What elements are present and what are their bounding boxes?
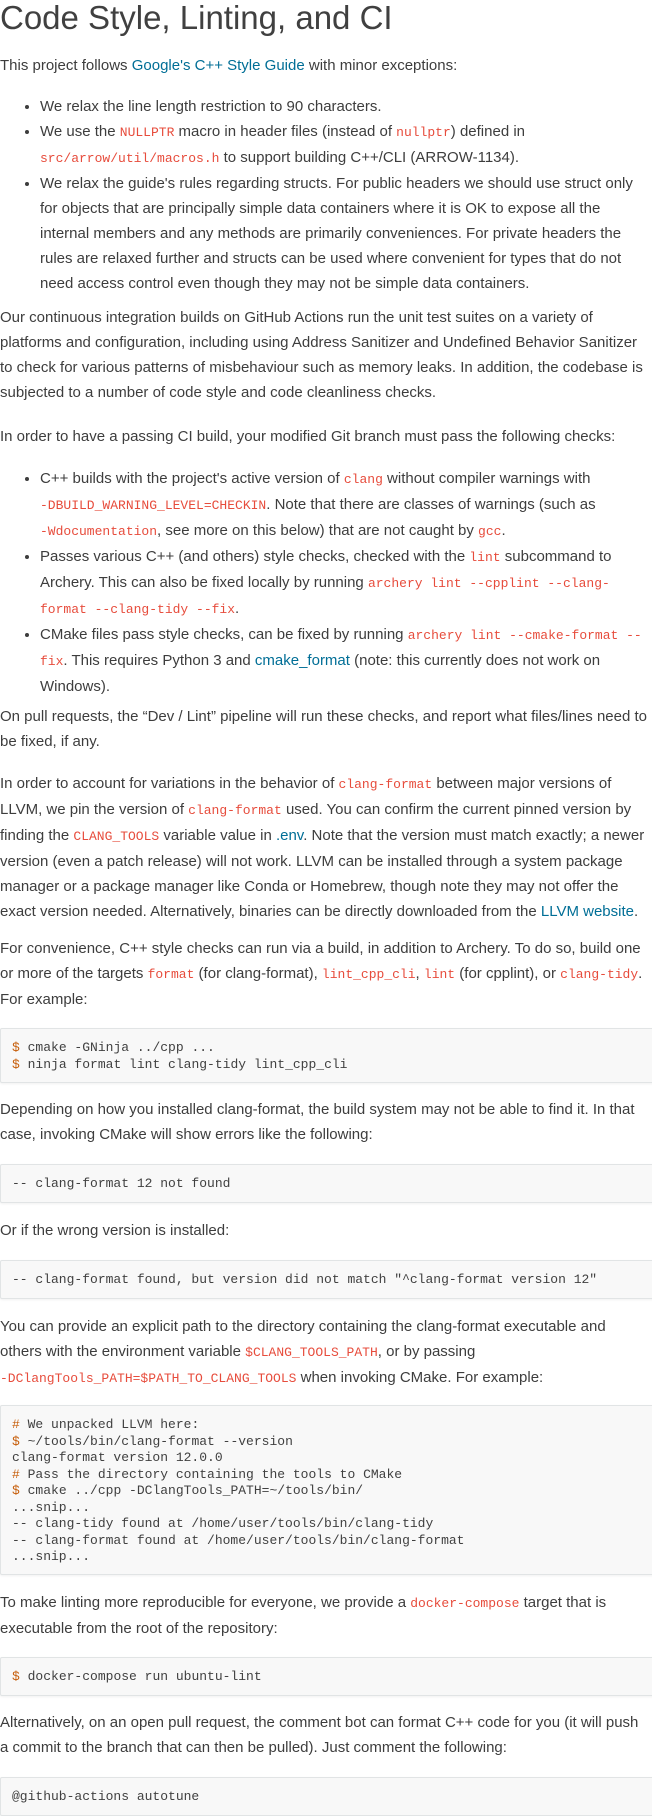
paragraph-text: variable value in	[159, 827, 276, 844]
cmake-format-link[interactable]: cmake_format	[254, 652, 350, 669]
inline-code-command: archery lint --cmake-format --fix	[40, 628, 642, 669]
code-line: -- clang-format found, but version did not match "^clang-format version 12"	[12, 1272, 598, 1287]
exception-structs-text: We relax the guide's rules regarding structs. For public headers we should use struct only for objects that are principally simple data containers where it is OK to expose all the internal members and any methods are primarily conveniences. For private headers the rules are relaxed further and structs can be used where convenient for types that do not need access control even though they may not be simple data containers.	[40, 175, 633, 292]
code-line	[12, 1467, 648, 1484]
check-cmake-format	[40, 622, 648, 699]
check-text: CMake files pass style checks, can be fixed by running	[40, 626, 408, 643]
paragraph-text: .	[633, 903, 639, 920]
exception-text: macro in header files (instead of	[174, 123, 397, 140]
code-line: ...snip...	[12, 1499, 91, 1515]
check-text: subcommand to Archery. This can also be fixed locally by running	[40, 548, 612, 591]
code-text: docker-compose run ubuntu-lint	[27, 1669, 262, 1684]
inline-code: clang-format	[338, 777, 433, 792]
code-line	[12, 1417, 648, 1434]
shell-prompt: $	[12, 1056, 20, 1072]
check-style-lint	[40, 544, 648, 622]
code-block-version-mismatch	[0, 1260, 652, 1299]
checks-list	[40, 466, 648, 699]
paragraph-text: used. You can confirm the current pinned version by finding the	[0, 801, 632, 844]
code-line: -- clang-format found at /home/user/tools/bin/clang-format	[12, 1532, 465, 1548]
inline-code: -DBUILD_WARNING_LEVEL=CHECKIN	[40, 498, 267, 513]
paragraph-text: You can provide an explicit path to the directory containing the clang-format executable and others with the environment variable	[0, 1318, 606, 1360]
inline-code: lint	[469, 550, 501, 565]
docker-paragraph	[0, 1590, 650, 1641]
intro-text-before: This project follows	[0, 57, 132, 74]
paragraph-text: (for cpplint), or	[455, 965, 561, 982]
code-line: -- clang-format 12 not found	[12, 1176, 231, 1191]
check-text: Passes various C++ (and others) style checks, checked with the	[40, 548, 470, 565]
code-text: ninja format lint clang-tidy lint_cpp_cli	[27, 1056, 348, 1072]
paragraph-text: (for clang-format),	[194, 965, 322, 982]
code-text: ~/tools/bin/clang-format --version	[27, 1433, 293, 1449]
check-text: .	[501, 522, 506, 539]
check-text: . This requires Python 3 and	[63, 652, 255, 669]
exception-nullptr	[40, 119, 648, 171]
inline-code: nullptr	[396, 125, 451, 140]
inline-code: clang	[343, 472, 383, 487]
bot-paragraph: Alternatively, on an open pull request, the comment bot can format C++ code for you (it will push a commit to the branch that can then be pulled). Just comment the following:	[0, 1714, 639, 1756]
inline-code-command: archery lint --cpplint --clang-format --clang-tidy --fix	[40, 576, 610, 617]
shell-prompt: $	[12, 1669, 20, 1684]
code-block-docker	[0, 1657, 652, 1696]
code-block-bot-command	[0, 1777, 652, 1816]
pr-paragraph: On pull requests, the “Dev / Lint” pipeline will run these checks, and report what files/lines need to be fixed, if any.	[0, 708, 648, 750]
depending-paragraph: Depending on how you installed clang-format, the build system may not be able to find it. In that case, invoking CMake will show errors like the following:	[0, 1101, 635, 1143]
inline-code: lint_cpp_cli	[321, 967, 416, 982]
exception-structs	[40, 171, 648, 296]
shell-prompt: $	[12, 1040, 20, 1055]
code-line	[12, 1669, 648, 1686]
inline-code: $CLANG_TOOLS_PATH	[245, 1345, 378, 1360]
paragraph-text: For convenience, C++ style checks can run via a build, in addition to Archery. To do so, build one or more of the targets	[0, 940, 641, 982]
exception-text: We use the	[40, 123, 120, 140]
page-title: Code Style, Linting, and CI	[0, 0, 393, 36]
exception-text: ) defined in	[450, 123, 525, 140]
clang-format-paragraph	[0, 771, 650, 924]
inline-code: NULLPTR	[119, 125, 175, 140]
code-line: @github-actions autotune	[12, 1789, 200, 1804]
inline-code: -DClangTools_PATH=$PATH_TO_CLANG_TOOLS	[0, 1371, 297, 1386]
code-block-not-found	[0, 1164, 652, 1203]
code-line: -- clang-tidy found at /home/user/tools/bin/clang-tidy	[12, 1516, 434, 1531]
code-block-llvm-path	[0, 1405, 652, 1575]
exception-text: to support building C++/CLI (ARROW-1134).	[219, 149, 520, 166]
code-line: ...snip...	[12, 1549, 91, 1564]
code-block-build	[0, 1028, 652, 1083]
check-text: C++ builds with the project's active version of	[40, 470, 344, 487]
inline-code: CLANG_TOOLS	[73, 829, 160, 844]
paragraph-text: when invoking CMake. For example:	[296, 1369, 544, 1386]
paragraph-text: , or by passing	[377, 1343, 476, 1360]
check-text: .	[235, 600, 240, 617]
check-text: . Note that there are classes of warnings (such as	[266, 496, 596, 513]
inline-code: clang-format	[188, 803, 282, 818]
check-compiler-warnings	[40, 466, 648, 544]
code-line	[12, 1057, 648, 1074]
inline-code: gcc	[478, 524, 502, 539]
code-comment: We unpacked LLVM here:	[27, 1417, 200, 1432]
intro-paragraph	[0, 53, 650, 78]
code-comment: Pass the directory containing the tools to CMake	[27, 1466, 403, 1482]
paragraph-text: To make linting more reproducible for everyone, we provide a	[0, 1594, 411, 1611]
paragraph-text: target that is executable from the root of the repository:	[0, 1594, 607, 1637]
inline-code-path: src/arrow/util/macros.h	[40, 151, 220, 166]
code-text: cmake ../cpp -DClangTools_PATH=~/tools/bin/	[27, 1483, 364, 1498]
code-line	[12, 1483, 648, 1500]
checks-intro: In order to have a passing CI build, your modified Git branch must pass the following checks:	[0, 428, 616, 445]
code-text: cmake -GNinja ../cpp ...	[27, 1040, 215, 1055]
paragraph-text: between major versions of LLVM, we pin the version of	[0, 775, 612, 818]
paragraph-text: . Note that the version must match exactly; a newer version (even a patch release) will not work. LLVM can be installed through a system package manager or a package manager like Conda or Homebrew, though note they may not offer the exact version needed. Alternatively, binaries can be directly downloaded from the	[0, 827, 645, 920]
exception-line-length-text: We relax the line length restriction to 90 characters.	[40, 98, 382, 115]
shell-prompt: $	[12, 1483, 20, 1498]
paragraph-text: . For example:	[0, 965, 643, 1008]
intro-text-after: with minor exceptions:	[304, 57, 458, 74]
convenience-paragraph	[0, 936, 650, 1012]
exceptions-list	[40, 94, 648, 296]
llvm-website-link[interactable]: LLVM website	[540, 903, 634, 920]
exception-line-length	[40, 94, 648, 119]
paragraph-text: ,	[415, 965, 424, 982]
check-text: (note: this currently does not work on Windows).	[40, 652, 601, 695]
shell-prompt: $	[12, 1433, 20, 1449]
paragraph-text: In order to account for variations in the behavior of	[0, 775, 339, 792]
ci-paragraph: Our continuous integration builds on GitHub Actions run the unit test suites on a variety of platforms and configuration, including using Address Sanitizer and Undefined Behavior Sanitizer to check for various patterns of misbehaviour such as memory leaks. In addition, the codebase is subjected to a number of code style and code cleanliness checks.	[0, 309, 643, 401]
inline-code: lint	[423, 967, 456, 982]
check-text: without compiler warnings with	[382, 470, 591, 487]
comment-mark: #	[12, 1466, 20, 1482]
code-line: clang-format version 12.0.0	[12, 1450, 223, 1465]
check-text: , see more on this below) that are not caught by	[157, 522, 479, 539]
inline-code: clang-tidy	[560, 967, 639, 982]
comment-mark: #	[12, 1417, 20, 1432]
inline-code: docker-compose	[410, 1596, 520, 1611]
style-guide-link[interactable]: Google's C++ Style Guide	[131, 57, 305, 74]
code-line	[12, 1434, 648, 1451]
code-line	[12, 1040, 648, 1057]
env-file-link[interactable]: .env	[275, 827, 304, 844]
explicit-path-paragraph	[0, 1314, 650, 1391]
inline-code: format	[147, 967, 195, 982]
inline-code: -Wdocumentation	[40, 524, 158, 539]
wrong-version-text: Or if the wrong version is installed:	[0, 1222, 230, 1239]
